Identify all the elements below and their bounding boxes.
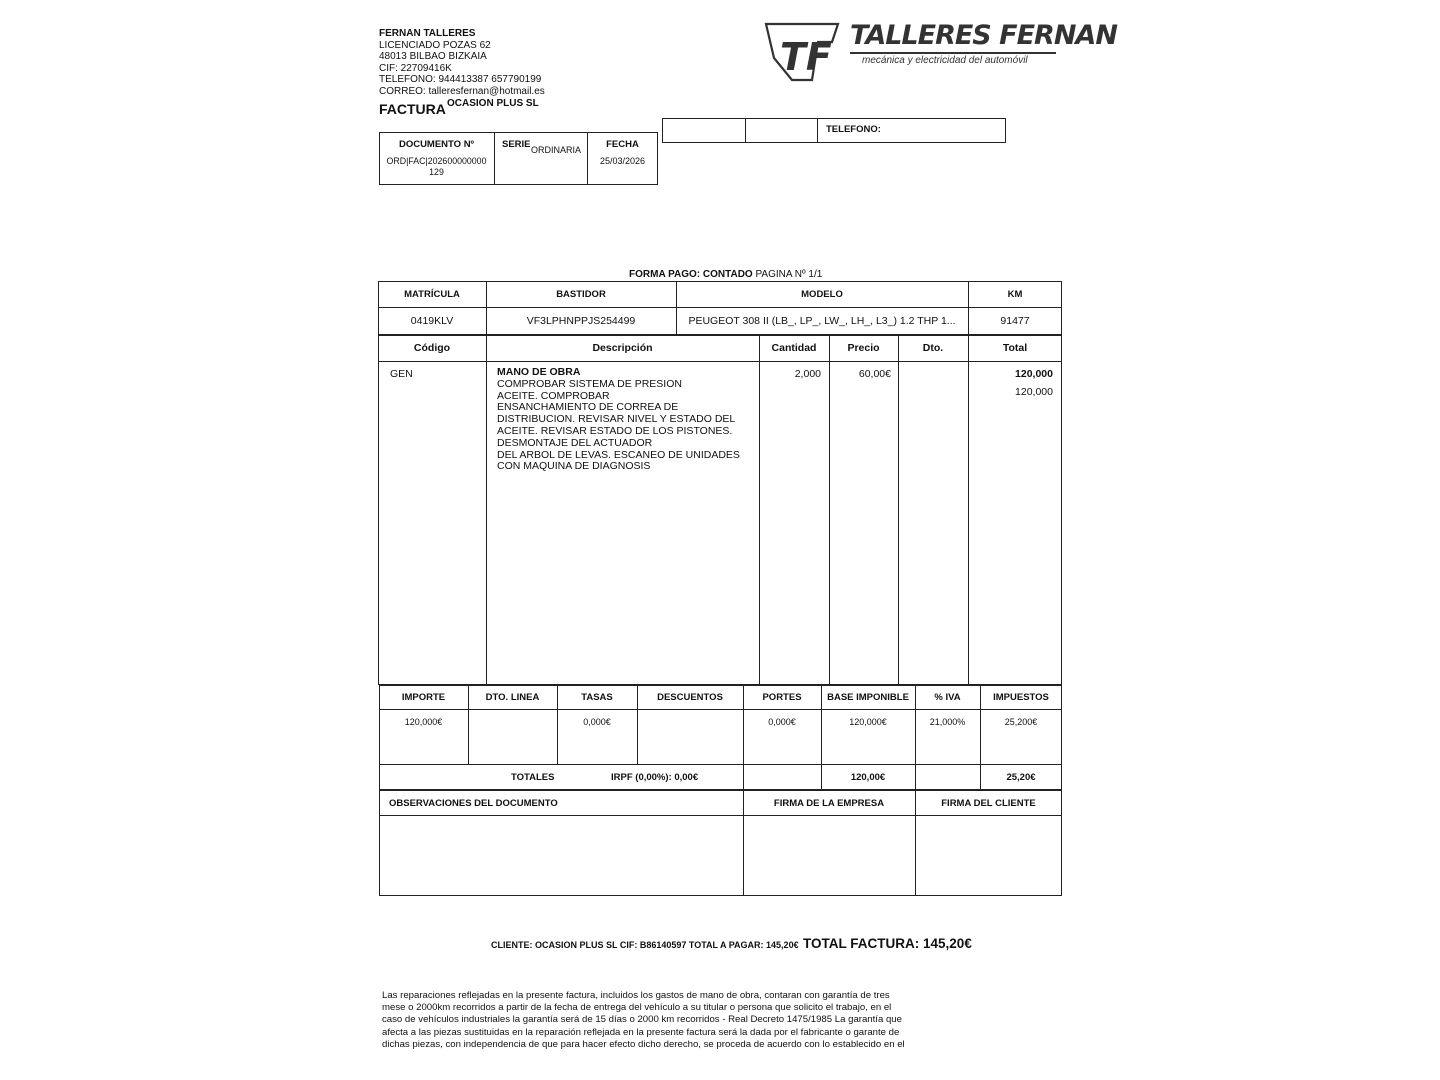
item-description [497, 367, 740, 473]
item-desc-title: MANO DE OBRA [497, 366, 581, 378]
item-subtotal: 120,000 [1015, 386, 1053, 398]
logo-brand: TALLERES FERNAN [850, 20, 1117, 51]
item-desc-line: ACEITE. REVISAR ESTADO DE LOS PISTONES. [497, 424, 733, 437]
item-desc-line: COMPROBAR SISTEMA DE PRESION [497, 377, 682, 390]
vehicle-header-km: KM [1007, 289, 1023, 300]
total-factura: TOTAL FACTURA: 145,20€ [803, 936, 972, 951]
fecha-value: 25/03/2026 [599, 156, 646, 166]
company-name: FERNAN TALLERES [379, 28, 476, 39]
items-header-codigo: Código [413, 342, 451, 354]
summary-impuestos: 25,200€ [1004, 717, 1038, 727]
items-header-dto: Dto. [922, 342, 944, 354]
item-desc-line: CON MAQUINA DE DIAGNOSIS [497, 460, 651, 473]
item-desc-line: ENSANCHAMIENTO DE CORREA DE [497, 401, 679, 414]
summary-header-impuestos: IMPUESTOS [993, 692, 1049, 703]
firma-cliente-label: FIRMA DEL CLIENTE [941, 798, 1036, 809]
summary-importe: 120,000€ [404, 717, 443, 727]
item-cantidad: 2,000 [794, 368, 821, 380]
totals-line [491, 935, 972, 953]
item-desc-line: ACEITE. COMPROBAR [497, 389, 610, 402]
legal-line: afecta a las piezas sustituidas en la reparación reflejada en la presente factura será la dada por el fabricante o garante de [382, 1026, 900, 1038]
item-codigo: GEN [390, 368, 413, 380]
summary-iva: 21,000% [929, 717, 966, 727]
vehicle-header-modelo: MODELO [801, 289, 843, 300]
doc-number-line2: 129 [429, 167, 444, 177]
logo-brand-underline [850, 52, 1056, 54]
summary-header-descuentos: DESCUENTOS [657, 692, 723, 703]
legal-line: caso de vehículos industriales la garantía será de 15 días o 2000 km recorridos - Real Decreto 1475/1985 La garantía que [382, 1014, 902, 1026]
company-phone: TELEFONO: 944413387 657790199 [379, 74, 542, 85]
legal-text [382, 990, 905, 1051]
company-email: CORREO: talleresfernan@hotmail.es [379, 85, 545, 97]
vehicle-modelo: PEUGEOT 308 II (LB_, LP_, LW_, LH_, L3_) 1.2 THP 1... [688, 315, 956, 327]
client-name: OCASION PLUS SL [447, 98, 539, 109]
doc-number-line1: ORD|FAC|202600000000 [386, 156, 487, 166]
company-address: LICENCIADO POZAS 62 [379, 39, 491, 51]
telefono-label: TELEFONO: [826, 124, 881, 135]
summary-header-dto-linea: DTO. LINEA [485, 692, 540, 703]
company-info [379, 28, 545, 97]
company-cif: CIF: 22709416K [379, 62, 452, 74]
forma-pago: FORMA PAGO: CONTADO [629, 269, 753, 280]
item-total: 120,000 [1015, 368, 1053, 380]
summary-header-portes: PORTES [762, 692, 802, 703]
serie-value: ORDINARIA [531, 145, 582, 155]
vehicle-header-bastidor: BASTIDOR [556, 289, 606, 300]
summary-portes: 0,000€ [768, 717, 796, 727]
items-header-precio: Precio [847, 342, 880, 354]
summary-header-iva: % IVA [934, 692, 961, 703]
payment-line [629, 269, 822, 280]
vehicle-matricula: 0419KLV [410, 315, 454, 327]
firma-empresa-label: FIRMA DE LA EMPRESA [773, 798, 885, 809]
vehicle-km: 91477 [1000, 315, 1030, 327]
irpf-value: IRPF (0,00%): 0,00€ [611, 772, 699, 783]
items-header-cantidad: Cantidad [771, 342, 817, 354]
summary-header-base: BASE IMPONIBLE [827, 692, 909, 703]
item-desc-line: DESMONTAJE DEL ACTUADOR [497, 436, 653, 449]
company-logo [762, 18, 1117, 88]
logo-emblem-icon [762, 18, 842, 86]
summary-base: 120,000€ [849, 717, 887, 727]
legal-line: dichas piezas, con independencia de que para hacer efecto dicho derecho, se proceda de acuerdo con lo establecido en el [382, 1038, 905, 1050]
summary-header-importe: IMPORTE [401, 692, 446, 703]
item-precio: 60,00€ [858, 368, 891, 380]
base-total: 120,00€ [850, 772, 886, 783]
logo-tagline: mecánica y electricidad del automóvil [862, 55, 1028, 66]
invoice-label: FACTURA [379, 101, 446, 117]
company-city: 48013 BILBAO BIZKAIA [379, 51, 487, 62]
svg-text:TF: TF [780, 35, 832, 79]
item-desc-line: DEL ARBOL DE LEVAS. ESCANEO DE UNIDADES [497, 448, 740, 461]
item-desc-line: DISTRIBUCION. REVISAR NIVEL Y ESTADO DEL [497, 413, 736, 426]
legal-line: mese o 2000km recorridos a partir de la fecha de entrega del vehículo a su titular o persona que solicito el trabajo, en el [382, 1002, 892, 1014]
cliente-total: CLIENTE: OCASION PLUS SL CIF: B86140597 TOTAL A PAGAR: 145,20€ [491, 940, 799, 950]
serie-header: SERIE [502, 139, 531, 150]
items-header-total: Total [1002, 342, 1028, 354]
pagina: PAGINA Nº 1/1 [755, 269, 823, 280]
summary-tasas: 0,000€ [583, 717, 611, 727]
items-header-descripcion: Descripción [592, 342, 653, 354]
impuestos-total: 25,20€ [1006, 772, 1036, 783]
vehicle-bastidor: VF3LPHNPPJS254499 [526, 315, 636, 327]
observaciones-label: OBSERVACIONES DEL DOCUMENTO [389, 798, 558, 809]
totales-label: TOTALES [511, 772, 555, 783]
legal-line: Las reparaciones reflejadas en la presente factura, incluidos los gastos de mano de obra, contaran con garantía de tres [382, 990, 890, 1001]
vehicle-header-matricula: MATRÍCULA [404, 289, 460, 300]
doc-number-header: DOCUMENTO Nº [398, 139, 475, 150]
fecha-header: FECHA [606, 139, 639, 150]
summary-header-tasas: TASAS [581, 692, 613, 703]
